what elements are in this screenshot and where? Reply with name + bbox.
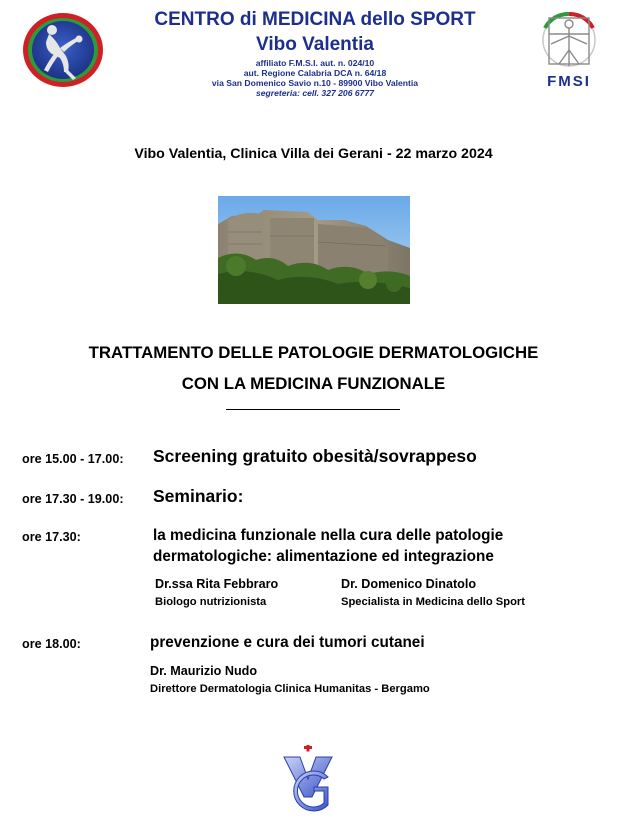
castle-photo [218,196,410,304]
center-city: Vibo Valentia [256,34,374,55]
affiliation-text: affiliato F.M.S.I. aut. n. 024/10 [255,58,375,68]
fmsi-logo-text: FMSI [547,73,591,90]
schedule-time-talk2: ore 18.00: [22,637,81,651]
speaker-role: Specialista in Medicina dello Sport [341,596,526,608]
speaker-name: Dr. Domenico Dinatolo [341,577,477,591]
talk2-title: prevenzione e cura dei tumori cutanei [150,634,425,651]
talk1-title-line1: la medicina funzionale nella cura delle patologie [153,527,504,544]
schedule-item-seminar: Seminario: [153,486,244,506]
discobolus-logo [22,12,104,88]
secretariat-text: segreteria: cell. 327 206 6777 [255,88,374,98]
speaker-name: Dr. Maurizio Nudo [150,664,258,678]
schedule-time-seminar: ore 17.30 - 19.00: [22,492,124,506]
authorization-text: aut. Regione Calabria DCA n. 64/18 [243,68,387,78]
event-title-line1: TRATTAMENTO DELLE PATOLOGIE DERMATOLOGICHE [88,343,539,362]
title-divider [226,409,400,410]
place-date: Vibo Valentia, Clinica Villa dei Gerani - 22 marzo 2024 [134,146,493,162]
villa-gerani-logo [278,745,338,813]
center-name: CENTRO di MEDICINA dello SPORT [154,9,476,30]
speaker-role: Biologo nutrizionista [155,596,267,608]
talk1-title-line2: dermatologiche: alimentazione ed integrazione [153,548,494,565]
event-title-line2: CON LA MEDICINA FUNZIONALE [181,374,446,393]
talk1-title [153,525,603,567]
schedule-item-screening: Screening gratuito obesità/sovrappeso [153,446,477,466]
schedule-time-talk1: ore 17.30: [22,530,81,544]
address-text: via San Domenico Savio n.10 - 89900 Vibo Valentia [211,78,419,88]
speaker-role: Direttore Dermatologia Clinica Humanitas - Bergamo [150,683,430,695]
speaker-name: Dr.ssa Rita Febbraro [155,577,279,591]
schedule-time-screening: ore 15.00 - 17.00: [22,452,124,466]
fmsi-logo [533,10,605,92]
